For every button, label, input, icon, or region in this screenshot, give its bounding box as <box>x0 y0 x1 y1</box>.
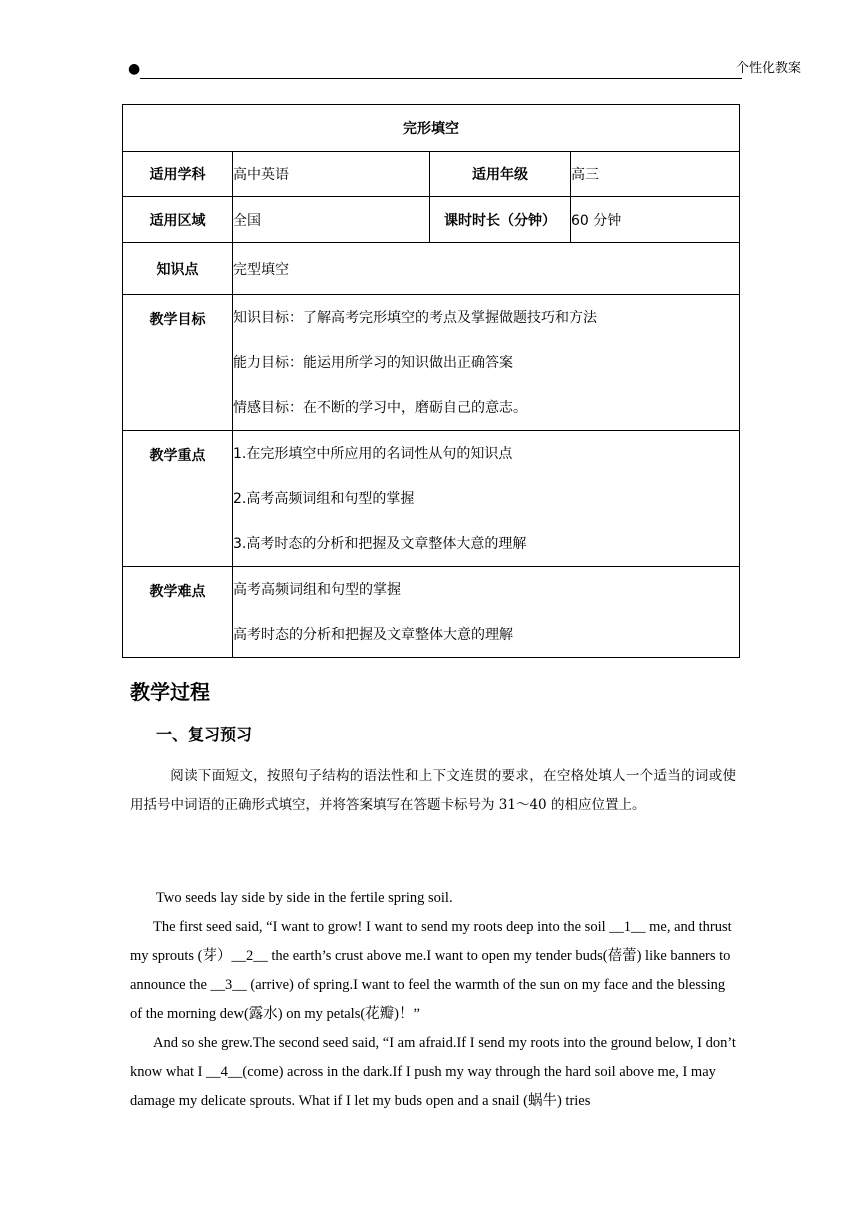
difficulty-item: 高考高频词组和句型的掌握 <box>233 581 401 598</box>
grade-value: 高三 <box>571 152 740 197</box>
subject-label: 适用学科 <box>123 152 233 197</box>
instructions-text: 阅读下面短文，按照句子结构的语法性和上下文连贯的要求，在空格处填人一个适当的词或使用括号中词语的正确形式填空，并将答案填写在答题卡标号为 31～40 的相应位置上。 <box>130 768 736 813</box>
table-title: 完形填空 <box>123 105 740 152</box>
grade-label: 适用年级 <box>430 152 571 197</box>
region-value: 全国 <box>233 197 430 243</box>
passage-paragraph: The first seed said, “I want to grow! I want to send my roots deep into the soil __1__ me, and thrust my sprouts (芽）__2__ the earth’s crust above me.I want to open my tender buds(蓓蕾) like banners to announce the __3__ (arrive) of spring.I want to feel the warmth of the sun on my face and the blessing of the morning dew(露水) on my petals(花瓣)！” <box>130 919 732 1022</box>
focus-cell <box>233 431 740 567</box>
section-title: 教学过程 <box>130 680 210 704</box>
page-header <box>128 60 808 82</box>
difficulty-cell <box>233 567 740 658</box>
difficulty-item: 高考时态的分析和把握及文章整体大意的理解 <box>233 626 513 643</box>
goals-label: 教学目标 <box>123 295 233 431</box>
subsection-title: 一、复习预习 <box>156 725 253 744</box>
focus-item: 2.高考高频词组和句型的掌握 <box>233 490 415 507</box>
region-label: 适用区域 <box>123 197 233 243</box>
focus-item: 3.高考时态的分析和把握及文章整体大意的理解 <box>233 535 527 552</box>
header-label: 个性化教案 <box>736 61 802 76</box>
focus-label: 教学重点 <box>123 431 233 567</box>
subject-value: 高中英语 <box>233 152 430 197</box>
goal-item: 知识目标：了解高考完形填空的考点及掌握做题技巧和方法 <box>233 309 597 326</box>
difficulty-label: 教学难点 <box>123 567 233 658</box>
instructions <box>130 762 736 820</box>
focus-item: 1.在完形填空中所应用的名词性从句的知识点 <box>233 445 513 462</box>
goal-item: 情感目标：在不断的学习中，磨砺自己的意志。 <box>233 399 527 416</box>
passage <box>130 884 736 1116</box>
header-rule <box>140 78 742 79</box>
passage-paragraph: Two seeds lay side by side in the fertile spring soil. <box>156 890 453 906</box>
goals-cell <box>233 295 740 431</box>
knowledge-label: 知识点 <box>123 243 233 295</box>
knowledge-value: 完型填空 <box>233 243 740 295</box>
lesson-info-table <box>122 104 740 658</box>
passage-paragraph: And so she grew.The second seed said, “I am afraid.If I send my roots into the ground below, I don’t know what I __4__(come) across in the dark.If I push my way through the hard soil above me, I may damage my delicate sprouts. What if I let my buds open and a snail (蜗牛) tries <box>130 1035 736 1109</box>
goal-item: 能力目标：能运用所学习的知识做出正确答案 <box>233 354 513 371</box>
duration-value: 60 分钟 <box>571 197 740 243</box>
bullet-icon: ● <box>128 61 141 77</box>
duration-label: 课时时长（分钟） <box>430 197 571 243</box>
